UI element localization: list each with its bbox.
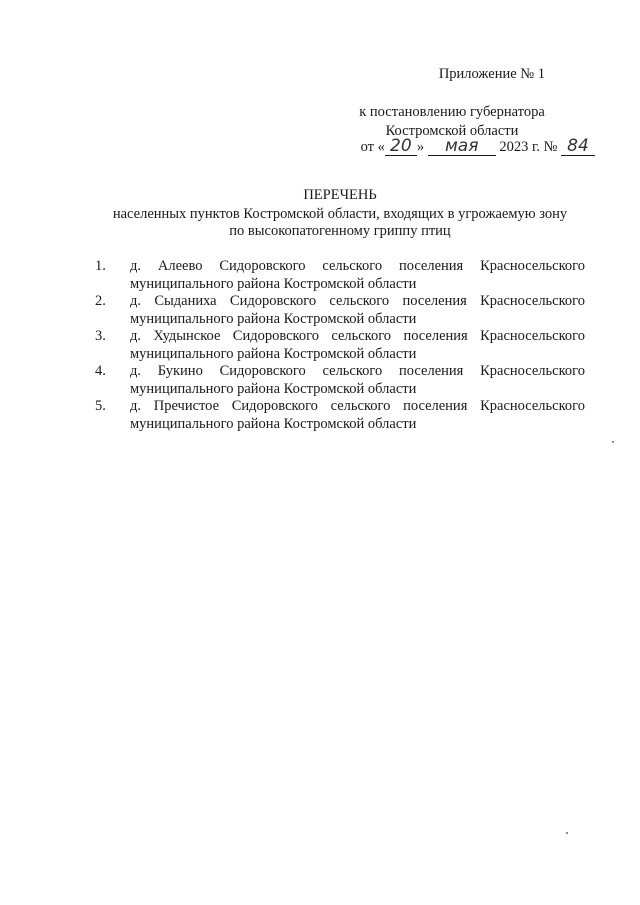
decree-line-1: к постановлению губернатора [359,104,545,120]
list-item [95,328,585,363]
decree-number-handwritten: 84 [567,136,589,156]
date-month-handwritten: мая [444,136,479,156]
title-main: ПЕРЕЧЕНЬ [303,187,377,203]
list-item-line-2: муниципального района Костромской области [130,415,417,432]
list-item [95,398,585,433]
list-item-line-1: д. Пречистое Сидоровского сельского поселения Красносельского [130,398,585,414]
scan-speck [566,832,568,834]
document-title [60,187,620,240]
date-day-handwritten: 20 [390,136,412,156]
list-item-line-2: муниципального района Костромской области [130,275,417,292]
scan-speck [612,441,614,443]
list-item-line-2: муниципального района Костромской области [130,345,417,362]
list-item-line-1: д. Алеево Сидоровского сельского поселения Красносельского [130,258,585,274]
date-quote-close: » [416,139,425,155]
list-item-number: 5. [95,398,106,414]
list-item-line-1: д. Букино Сидоровского сельского поселения Красносельского [130,363,585,379]
list-item-number: 1. [95,258,106,274]
settlements-list [95,258,585,433]
list-item-number: 3. [95,328,106,344]
title-subtitle-1: населенных пунктов Костромской области, входящих в угрожаемую зону [112,206,568,222]
decree-line-2: Костромской области [385,123,519,139]
date-prefix: от « [360,139,385,155]
list-item [95,293,585,328]
list-item [95,258,585,293]
decree-date-line [361,138,595,156]
list-item-line-2: муниципального района Костромской области [130,380,417,397]
list-item-line-2: муниципального района Костромской области [130,310,417,327]
list-item-number: 4. [95,363,106,379]
list-item-number: 2. [95,293,106,309]
date-year: 2023 г. № [499,139,558,155]
list-item-line-1: д. Сыданиха Сидоровского сельского поселения Красносельского [130,293,585,309]
appendix-label: Приложение № 1 [438,66,545,82]
title-subtitle-2: по высокопатогенному гриппу птиц [229,223,451,239]
list-item-line-1: д. Худынское Сидоровского сельского поселения Красносельского [130,328,585,344]
list-item [95,363,585,398]
